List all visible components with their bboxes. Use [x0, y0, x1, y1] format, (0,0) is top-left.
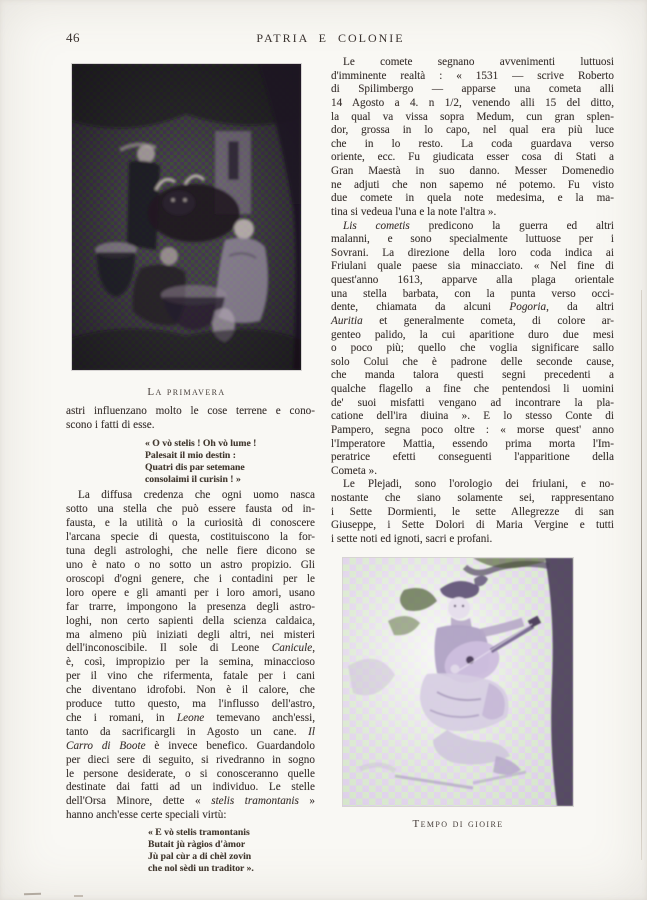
text-line: nostante che siano solamente sei, rappresentano [331, 492, 614, 504]
text-line: l'Imperatore Mattia, essendo prima morta l'Im- [331, 437, 614, 450]
text-line: qualche flagello a fine che pentendosi li uomini [331, 383, 614, 395]
text-line: peratrice efetti conseguenti l'apparitione della [331, 451, 614, 464]
text-line: Lis cometis predicono la guerra ed altri [343, 219, 615, 232]
text-line: consolaimi il curisin ! » [145, 473, 241, 485]
text-line: sotto una stella che può essere fausta od in- [66, 503, 315, 516]
text-line: ma almeno più iniziati degli altri, nei misteri [66, 628, 315, 641]
text-line: dor, grossa in lo capo, nel qual era più luce [331, 124, 614, 137]
text-line: dell'inconoscibile. Il sole di Leone Canicule, [66, 642, 315, 655]
text-line: loghi, non certo sapienti della scienza caldaica, [66, 614, 315, 627]
text-line: la qual va vissa sopra Medum, cun gran splen- [331, 110, 614, 123]
text-line: Jù pal cùr a di chèl zovin [148, 851, 252, 862]
text-line: dente, chiamata da alcuni Pogoria, da altri [331, 301, 615, 314]
text-line: La diffusa credenza che ogni uomo nasca [78, 489, 315, 502]
text-line: loro opere e gli amanti per i loro amori, usano [66, 586, 315, 599]
text-line: per dieci sere di seguito, si rivedranno in sogno [66, 753, 315, 766]
text-line: uno è nato o no sotto un astro propizio. Gli [66, 558, 315, 571]
text-line: malanni, e sono specialmente luttuose per i [331, 233, 614, 246]
tempo-di-gioire-figure [343, 558, 573, 806]
text-line: è, così, impropizio per la semina, minaccioso [66, 656, 315, 669]
text-line: d'imminente realtà : « 1531 — scrive Roberto [331, 69, 614, 82]
scan-smudge-mark [24, 893, 41, 896]
text-line: Pampero, segna poco oltre : « morse quest' anno [331, 423, 614, 436]
paragraph-comets-quote [331, 56, 614, 220]
text-line: oroscopi d'ogni genere, che i contadini per le [66, 572, 315, 585]
text-line: Auritia et generalmente cometa, di colore ar- [331, 314, 614, 327]
text-line: che manda talora questi segni precedenti a [331, 369, 614, 382]
page-edge-scan-line [641, 290, 642, 860]
text-line: oriente, ecc. Fu giudicata esser cosa di Stati a [331, 151, 614, 164]
text-line: solo Colui che è padrone delle seconde cause, [331, 355, 614, 368]
text-line: Sovrani. La direzione della loro coda indica ai [331, 246, 614, 259]
text-line: quest'anno 1613, apparve alla plaga orientale [331, 274, 614, 286]
text-line: una stella barbata, con la punta verso occi- [331, 287, 614, 300]
la-primavera-illustration [72, 64, 301, 370]
text-line: Giuseppe, i Sette Dolori di Maria Vergine e tutti [331, 519, 614, 532]
text-line: Butait jù ràgios d'àmor [148, 839, 246, 851]
text-line: che nol sèdi un traditor ». [148, 862, 254, 874]
text-line: di Spilimbergo — apparse una cometa alli [331, 83, 614, 96]
paragraph-intro [66, 405, 315, 433]
text-line: « O vò stelis ! Oh vò lume ! [145, 437, 257, 449]
text-line: Cometa ». [331, 464, 377, 477]
paragraph-plejadi [331, 478, 614, 546]
text-line: hanno anch'esse certe speciali virtù: [66, 809, 227, 822]
scan-smudge-mark [74, 895, 83, 897]
text-line: destinate dai fatti ad un individuo. Le stelle [66, 781, 315, 794]
text-line: Gran Maestà in suo danno. Messer Domenedio [331, 165, 614, 177]
text-line: genteo palido, la cui aparitione duro due mesi [331, 328, 614, 341]
paragraph-lis-cometis [331, 220, 614, 479]
text-line: Carro di Boote è invece benefico. Guardandolo [66, 739, 315, 752]
text-line: Friulani quale paese sia minacciato. « Nel fine di [331, 260, 614, 273]
dialect-poem-stelis [145, 438, 315, 486]
tempo-di-gioire-caption: Tempo di gioire [412, 818, 504, 830]
left-text-column [66, 405, 315, 875]
text-line: Le Plejadi, sono l'orologio dei friulani, e no- [343, 478, 614, 491]
text-line: dell'Orsa Minore, dette « stelis tramontanis » [66, 795, 316, 808]
text-line: Quatri dis par setemane [145, 461, 245, 473]
text-line: i sette noti ed ignoti, sacri e profani. [331, 532, 493, 545]
la-primavera-figure [72, 64, 301, 370]
text-line: produce tutto questo, ma l'influsso dell'astro, [66, 698, 315, 711]
text-line: Palesait il mio destin : [145, 449, 236, 461]
dialect-poem-tramontanis [148, 827, 315, 875]
text-line: catione dell'ira diuina ». E lo stesso Conte di [331, 410, 614, 423]
text-line: ne adjuti che non sapemo né potemo. Fu visto [331, 178, 614, 191]
tempo-di-gioire-illustration [343, 558, 573, 806]
running-header-title: PATRIA E COLONIE [256, 31, 405, 45]
text-line: le persone desiderate, o si conosceranno quelle [66, 767, 315, 780]
page-number: 46 [66, 30, 80, 45]
text-line: 14 Agosto a 4. n 1/2, venendo alli 15 del ditto, [331, 96, 614, 109]
paragraph-astrologers [66, 489, 315, 823]
text-line: astri influenzano molto le cose terrene e cono- [66, 405, 315, 417]
text-line: che i romani, in Leone temevano anch'essi, [66, 711, 315, 724]
text-line: scono i fatti di esse. [66, 418, 155, 431]
text-line: per il vino che rifermenta, fatale per i cani [66, 670, 315, 683]
right-text-column [331, 56, 614, 547]
text-line: che in lo resto. La coda guardava verso [331, 137, 614, 150]
text-line: far trarre, impongono la presenza degli astro- [66, 600, 315, 613]
text-line: o poco più; quello che voglia significare sallo [331, 342, 614, 355]
text-line: « E vò stelis tramontanis [148, 827, 250, 839]
la-primavera-caption: La primavera [147, 386, 226, 398]
text-line: l'arcana specie di questa, costituiscono la for- [66, 531, 315, 544]
text-line: tanto da sacrificargli in Agosto un cane. Il [66, 725, 315, 738]
text-line: che diventano idrofobi. Non è il calore, che [66, 684, 315, 697]
text-line: de' suoi misfatti vengano ad incontrare la pla- [331, 396, 614, 409]
text-line: tina si vedeua l'una e la note l'altra ». [331, 205, 497, 218]
text-line: tuna degli astrologhi, che nelle fiere dicono se [66, 545, 315, 558]
text-line: Le comete segnano avvenimenti luttuosi [343, 56, 614, 68]
text-line: i Sette Dormienti, le sette Allegrezze di san [331, 505, 614, 518]
text-line: fausta, e la utilità o la curiosità di conoscere [66, 517, 315, 530]
text-line: due comete in quela note medesima, e la ma- [331, 192, 614, 205]
